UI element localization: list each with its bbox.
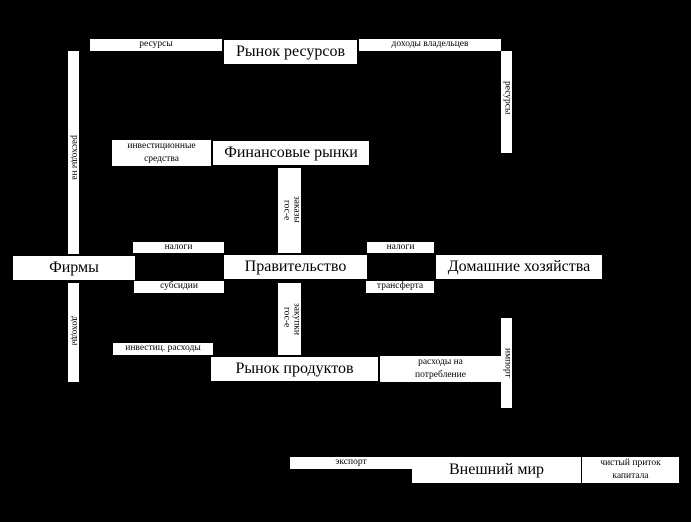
label-revenues-vertical bbox=[68, 283, 79, 382]
label-owner-income: доходы владельцев bbox=[359, 39, 501, 51]
label-investment-funds-line2: средства bbox=[144, 153, 179, 164]
label-taxes-firms: налоги bbox=[133, 242, 224, 253]
label-consumption-line1: расходы на bbox=[418, 357, 463, 367]
label-gov-purchases-2: закупки bbox=[291, 303, 302, 335]
label-investment-funds-line1: инвестиционные bbox=[127, 141, 196, 151]
rest-of-world-box: Внешний мир bbox=[412, 457, 581, 483]
label-net-capital-inflow bbox=[582, 457, 679, 483]
label-imports-vertical bbox=[501, 318, 512, 408]
label-investment-funds bbox=[112, 140, 211, 166]
government-box: Правительство bbox=[224, 255, 367, 279]
label-gov-orders-vertical bbox=[278, 168, 301, 253]
financial-markets-box: Финансовые рынки bbox=[213, 141, 369, 165]
households-box: Домашние хозяйства bbox=[436, 255, 602, 279]
label-expenses-vertical bbox=[68, 51, 79, 254]
label-gov-orders-2: заказы bbox=[291, 196, 302, 223]
label-net-capital-line1: чистый приток bbox=[600, 458, 661, 468]
label-resources: ресурсы bbox=[90, 39, 222, 51]
label-consumption bbox=[380, 356, 501, 382]
label-imports: импорт bbox=[502, 348, 513, 378]
label-revenues: доходы bbox=[69, 316, 80, 346]
firms-box: Фирмы bbox=[13, 256, 135, 280]
label-exports: экспорт bbox=[290, 457, 412, 469]
label-transfers: трансферта bbox=[366, 281, 434, 293]
label-gov-purchases-vertical bbox=[278, 283, 301, 355]
product-market-box: Рынок продуктов bbox=[211, 357, 378, 381]
label-subsidies: субсидии bbox=[134, 281, 224, 293]
label-investment-spending: инвестиц. расходы bbox=[113, 343, 213, 355]
resource-market-box: Рынок ресурсов bbox=[224, 40, 357, 64]
label-gov-orders-1: гос-е bbox=[281, 200, 292, 221]
label-resources-right: ресурсы bbox=[502, 81, 513, 115]
label-net-capital-line2: капитала bbox=[612, 470, 649, 481]
label-taxes-households: налоги bbox=[367, 242, 434, 253]
label-gov-purchases-1: гос-е bbox=[281, 307, 292, 328]
arrow-transfers bbox=[380, 278, 433, 280]
label-expenses-on: расходы на bbox=[69, 135, 80, 180]
label-consumption-line2: потребление bbox=[415, 369, 466, 380]
label-resources-vertical bbox=[501, 51, 512, 153]
